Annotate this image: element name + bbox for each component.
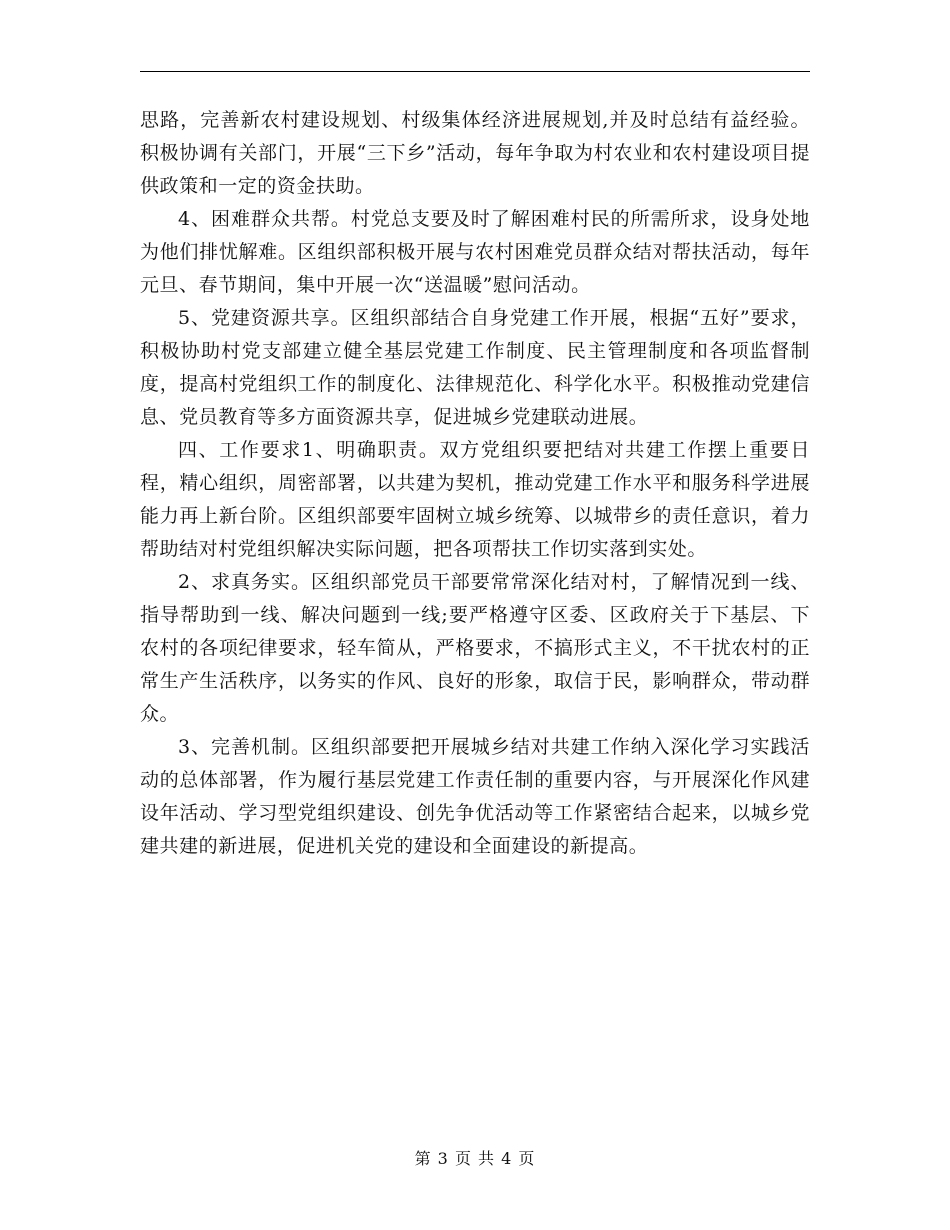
paragraph-section-4: 四、工作要求1、明确职责。双方党组织要把结对共建工作摆上重要日程，精心组织，周密部署，以共建为契机，推动党建工作水平和服务科学进展能力再上新台阶。区组织部要牢固树立城乡统筹、以城带乡的责任意识，着力帮助结对村党组织解决实际问题，把各项帮扶工作切实落到实处。 <box>140 439 810 560</box>
page-number-footer: 第 3 页 共 4 页 <box>414 1149 536 1168</box>
paragraph-item-5: 5、党建资源共享。区组织部结合自身党建工作开展，根据“五好”要求，积极协助村党支部建立健全基层党建工作制度、民主管理制度和各项监督制度，提高村党组织工作的制度化、法律规范化、科学化水平。积极推动党建信息、党员教育等多方面资源共享，促进城乡党建联动进展。 <box>140 307 810 428</box>
paragraph-item-4: 4、困难群众共帮。村党总支要及时了解困难村民的所需所求，设身处地为他们排忧解难。区组织部积极开展与农村困难党员群众结对帮扶活动，每年元旦、春节期间，集中开展一次“送温暖”慰问活动。 <box>140 208 810 296</box>
paragraph-requirement-2: 2、求真务实。区组织部党员干部要常常深化结对村，了解情况到一线、指导帮助到一线、解决问题到一线;要严格遵守区委、区政府关于下基层、下农村的各项纪律要求，轻车简从，严格要求，不搞形式主义，不干扰农村的正常生产生活秩序，以务实的作风、良好的形象，取信于民，影响群众，带动群众。 <box>140 571 810 725</box>
paragraph-continuation: 思路，完善新农村建设规划、村级集体经济进展规划,并及时总结有益经验。积极协调有关部门，开展“三下乡”活动，每年争取为村农业和农村建设项目提供政策和一定的资金扶助。 <box>140 109 810 197</box>
document-body <box>140 104 810 863</box>
paragraph-requirement-3: 3、完善机制。区组织部要把开展城乡结对共建工作纳入深化学习实践活动的总体部署，作为履行基层党建工作责任制的重要内容，与开展深化作风建设年活动、学习型党组织建设、创先争优活动等工作紧密结合起来，以城乡党建共建的新进展，促进机关党的建设和全面建设的新提高。 <box>140 736 810 857</box>
header-rule <box>140 71 810 72</box>
